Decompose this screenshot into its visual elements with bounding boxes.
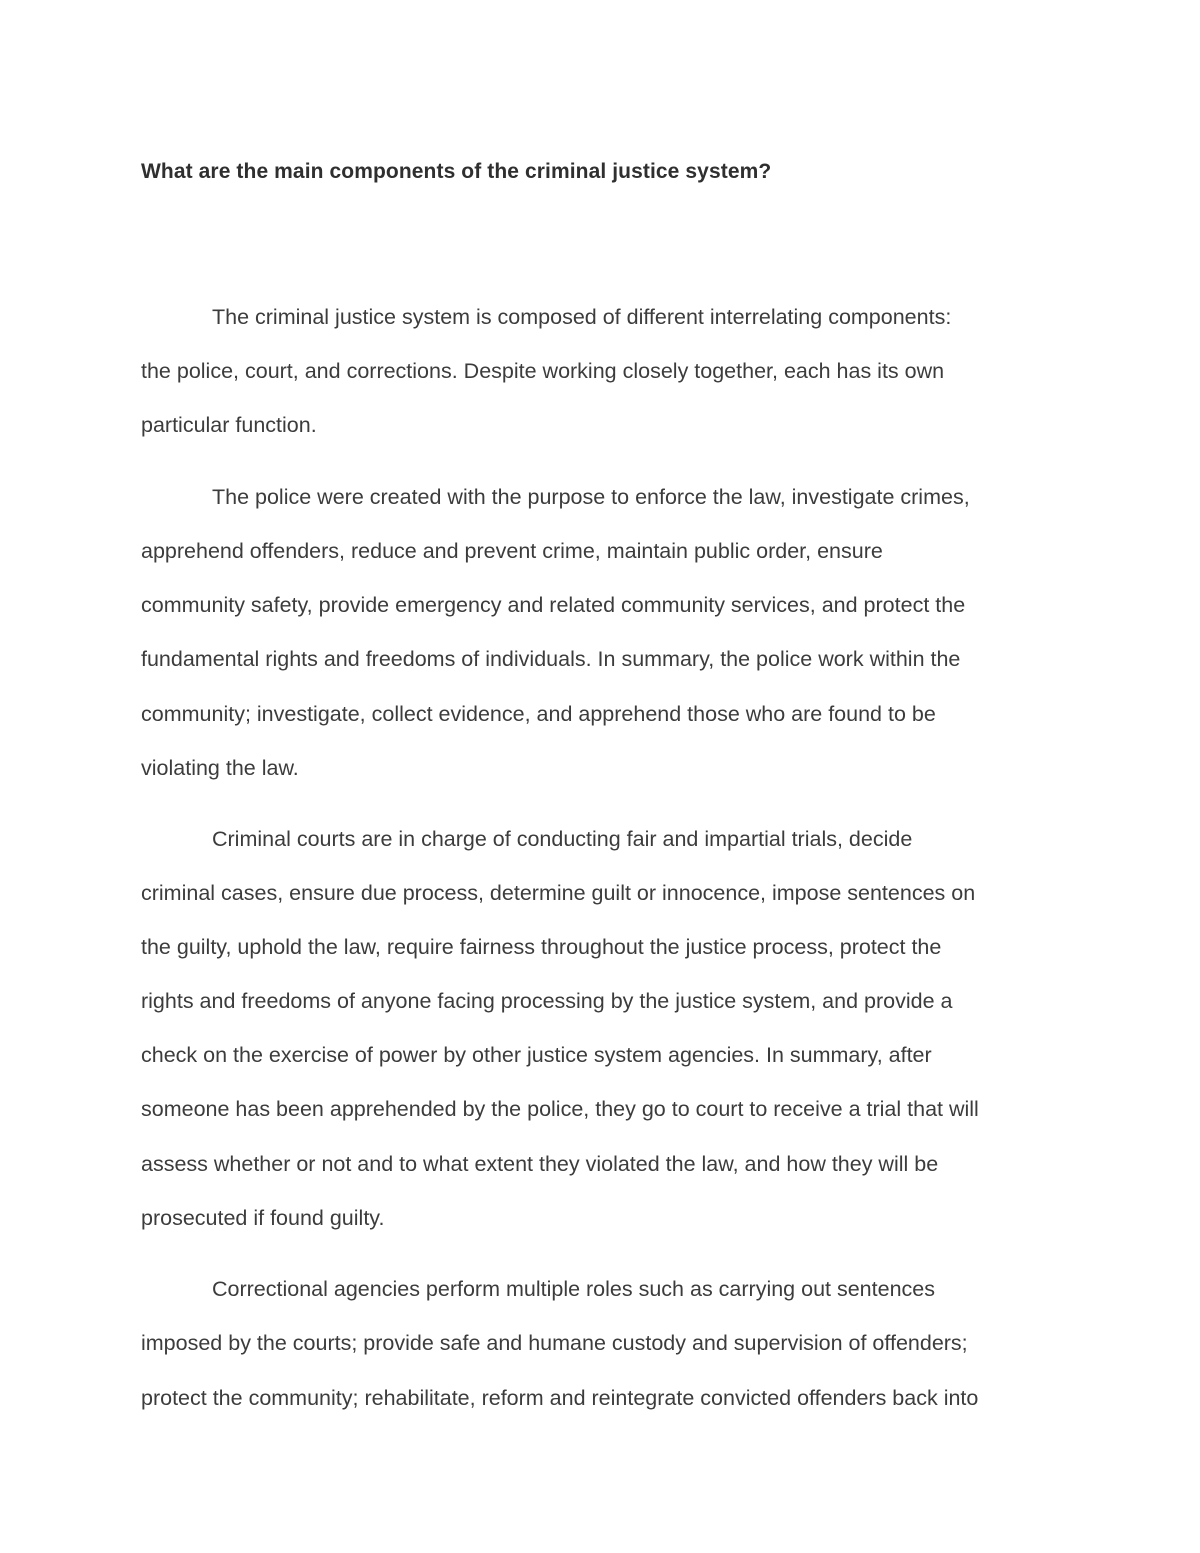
paragraph-3-line-6: someone has been apprehended by the police, they go to court to receive a trial that will xyxy=(141,1097,979,1121)
paragraph-3-line-5: check on the exercise of power by other justice system agencies. In summary, after xyxy=(141,1043,932,1067)
document-title: What are the main components of the criminal justice system? xyxy=(141,160,772,183)
paragraph-2-line-5: community; investigate, collect evidence, and apprehend those who are found to be xyxy=(141,702,936,726)
paragraph-4-line-2: imposed by the courts; provide safe and humane custody and supervision of offenders; xyxy=(141,1331,968,1355)
paragraph-2-line-6: violating the law. xyxy=(141,756,299,780)
paragraph-2-line-1: The police were created with the purpose to enforce the law, investigate crimes, xyxy=(212,485,970,509)
paragraph-3-line-8: prosecuted if found guilty. xyxy=(141,1206,385,1230)
paragraph-3-line-4: rights and freedoms of anyone facing processing by the justice system, and provide a xyxy=(141,989,953,1013)
paragraph-4-line-1: Correctional agencies perform multiple roles such as carrying out sentences xyxy=(212,1277,935,1301)
paragraph-3-line-2: criminal cases, ensure due process, determine guilt or innocence, impose sentences on xyxy=(141,881,976,905)
paragraph-2-line-2: apprehend offenders, reduce and prevent crime, maintain public order, ensure xyxy=(141,539,883,563)
paragraph-2-line-4: fundamental rights and freedoms of individuals. In summary, the police work within the xyxy=(141,647,961,671)
paragraph-3-line-7: assess whether or not and to what extent they violated the law, and how they will be xyxy=(141,1152,939,1176)
paragraph-3-line-1: Criminal courts are in charge of conducting fair and impartial trials, decide xyxy=(212,827,913,851)
paragraph-1-line-1: The criminal justice system is composed of different interrelating components: xyxy=(212,305,952,329)
paragraph-4-line-3: protect the community; rehabilitate, reform and reintegrate convicted offenders back into xyxy=(141,1386,979,1410)
paragraph-1-line-3: particular function. xyxy=(141,413,317,437)
paragraph-2-line-3: community safety, provide emergency and related community services, and protect the xyxy=(141,593,966,617)
paragraph-1-line-2: the police, court, and corrections. Despite working closely together, each has its own xyxy=(141,359,945,383)
paragraph-3-line-3: the guilty, uphold the law, require fairness throughout the justice process, protect the xyxy=(141,935,942,959)
